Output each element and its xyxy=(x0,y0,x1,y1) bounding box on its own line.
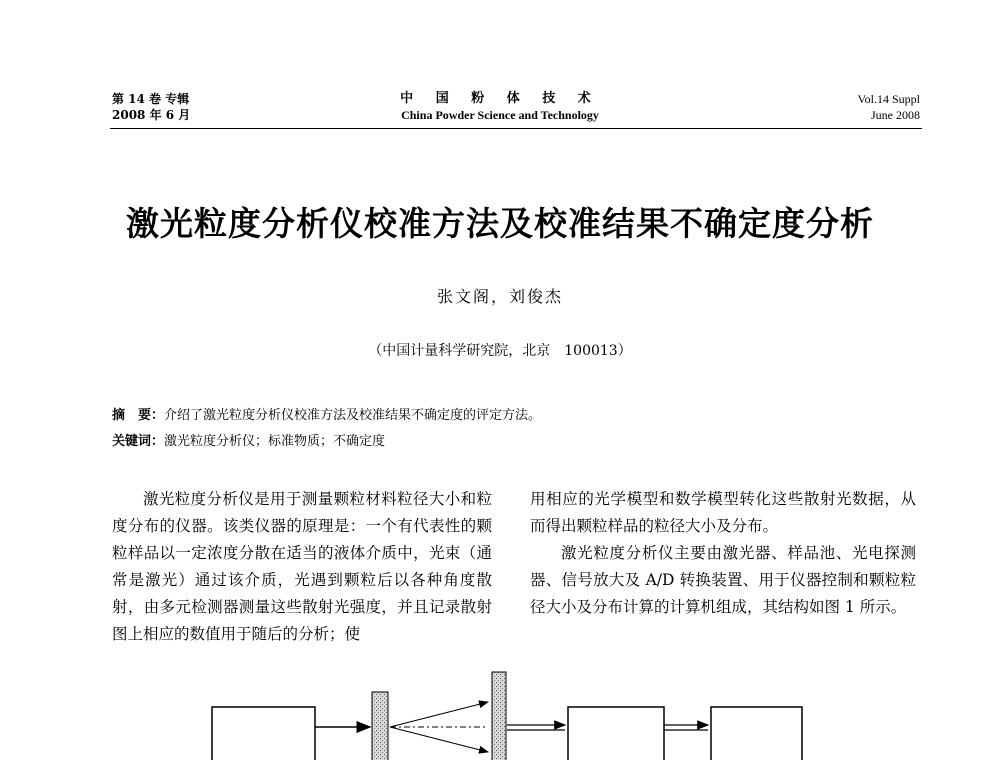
figure-1-diagram xyxy=(0,650,1000,760)
amplifier-box xyxy=(568,707,664,760)
body-paragraph: 用相应的光学模型和数学模型转化这些散射光数据，从而得出颗粒样品的粒径大小及分布。 xyxy=(530,490,916,535)
body-column-left xyxy=(112,486,492,648)
scatter-ray-down xyxy=(390,727,488,752)
body-paragraph: 激光粒度分析仪是用于测量颗粒材料粒径大小和粒度分布的仪器。该类仪器的原理是：一个有代表性的颗粒样品以一定浓度分散在适当的液体介质中，光束（通常是激光）通过该介质，光遇到颗粒后以各种角度散射，由多元检测器测量这些散射光强度，并且记录散射图上相应的数值用于随后的分析；使 xyxy=(112,490,492,643)
journal-name xyxy=(0,91,1000,123)
keywords-text: 激光粒度分析仪；标准物质；不确定度 xyxy=(164,434,386,449)
journal-name-cn: 中 国 粉 体 技 术 xyxy=(400,91,600,106)
header-volume-en: Vol.14 Suppl xyxy=(857,92,920,106)
header-date-en: June 2008 xyxy=(871,108,920,122)
keywords-label: 关键词： xyxy=(112,434,165,449)
header-date-cn: 2008 年 6 月 xyxy=(112,108,191,122)
paper-title: 激光粒度分析仪校准方法及校准结果不确定度分析 xyxy=(126,204,874,243)
abstract-text: 介绍了激光粒度分析仪校准方法及校准结果不确定度的评定方法。 xyxy=(164,408,542,423)
keywords xyxy=(112,430,385,449)
header-rule xyxy=(110,128,922,129)
paper-affiliation: （中国计量科学研究院，北京 100013） xyxy=(368,343,632,359)
body-paragraph: 激光粒度分析仪主要由激光器、样品池、光电探测器、信号放大及 A/D 转换装置、用于仪器控制和颗粒粒径大小及分布计算的计算机组成，其结构如图 1 所示。 xyxy=(530,544,916,616)
header-volume: 第 14 卷 专辑 xyxy=(112,92,190,106)
abstract-label: 摘 要： xyxy=(112,408,165,423)
body-column-right xyxy=(530,486,916,621)
photodetector xyxy=(492,672,506,760)
journal-name-en: China Powder Science and Technology xyxy=(401,108,599,122)
computer-box xyxy=(711,707,802,760)
abstract xyxy=(112,404,541,423)
scatter-ray-up xyxy=(390,702,488,727)
header-volume-info-en xyxy=(858,91,920,123)
laser-box xyxy=(212,707,315,760)
sample-cell xyxy=(372,692,388,760)
paper-authors: 张文阁，刘俊杰 xyxy=(436,287,563,306)
